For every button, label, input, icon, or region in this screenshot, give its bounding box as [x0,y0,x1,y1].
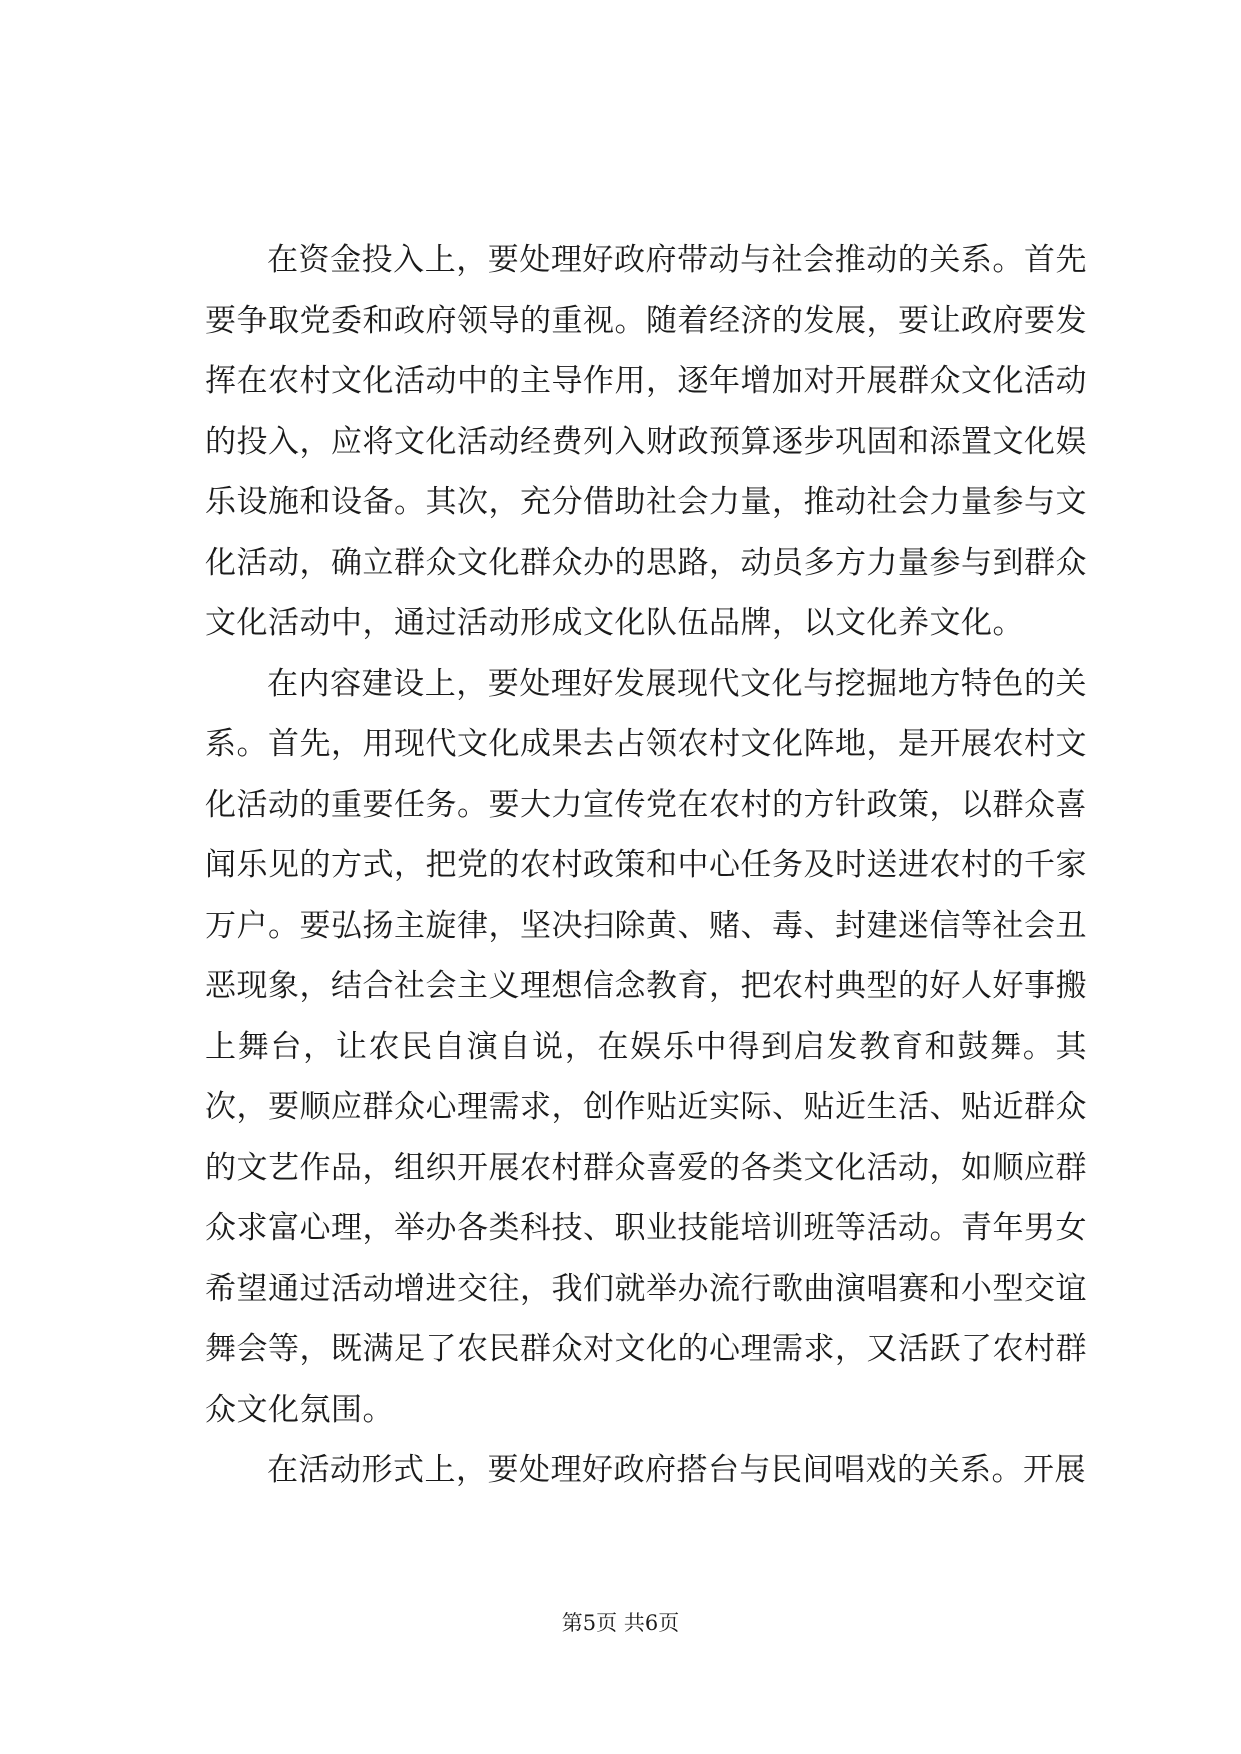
page-number-footer: 第5页 共6页 [561,1611,680,1635]
document-body [205,230,1087,1501]
paragraph-content: 在内容建设上，要处理好发展现代文化与挖掘地方特色的关系。首先，用现代文化成果去占领农村文化阵地，是开展农村文化活动的重要任务。要大力宣传党在农村的方针政策，以群众喜闻乐见的方式，把党的农村政策和中心任务及时送进农村的千家万户。要弘扬主旋律，坚决扫除黄、赌、毒、封建迷信等社会丑恶现象，结合社会主义理想信念教育，把农村典型的好人好事搬上舞台，让农民自演自说，在娱乐中得到启发教育和鼓舞。其次，要顺应群众心理需求，创作贴近实际、贴近生活、贴近群众的文艺作品，组织开展农村群众喜爱的各类文化活动，如顺应群众求富心理，举办各类科技、职业技能培训班等活动。青年男女希望通过活动增进交往，我们就举办流行歌曲演唱赛和小型交谊舞会等，既满足了农民群众对文化的心理需求，又活跃了农村群众文化氛围。 [205,665,1087,1428]
paragraph-activity-form: 在活动形式上，要处理好政府搭台与民间唱戏的关系。开展 [267,1452,1086,1488]
paragraph-funding: 在资金投入上，要处理好政府带动与社会推动的关系。首先要争取党委和政府领导的重视。随着经济的发展，要让政府要发挥在农村文化活动中的主导作用，逐年增加对开展群众文化活动的投入，应将文化活动经费列入财政预算逐步巩固和添置文化娱乐设施和设备。其次，充分借助社会力量，推动社会力量参与文化活动，确立群众文化群众办的思路，动员多方力量参与到群众文化活动中，通过活动形成文化队伍品牌，以文化养文化。 [205,242,1087,641]
